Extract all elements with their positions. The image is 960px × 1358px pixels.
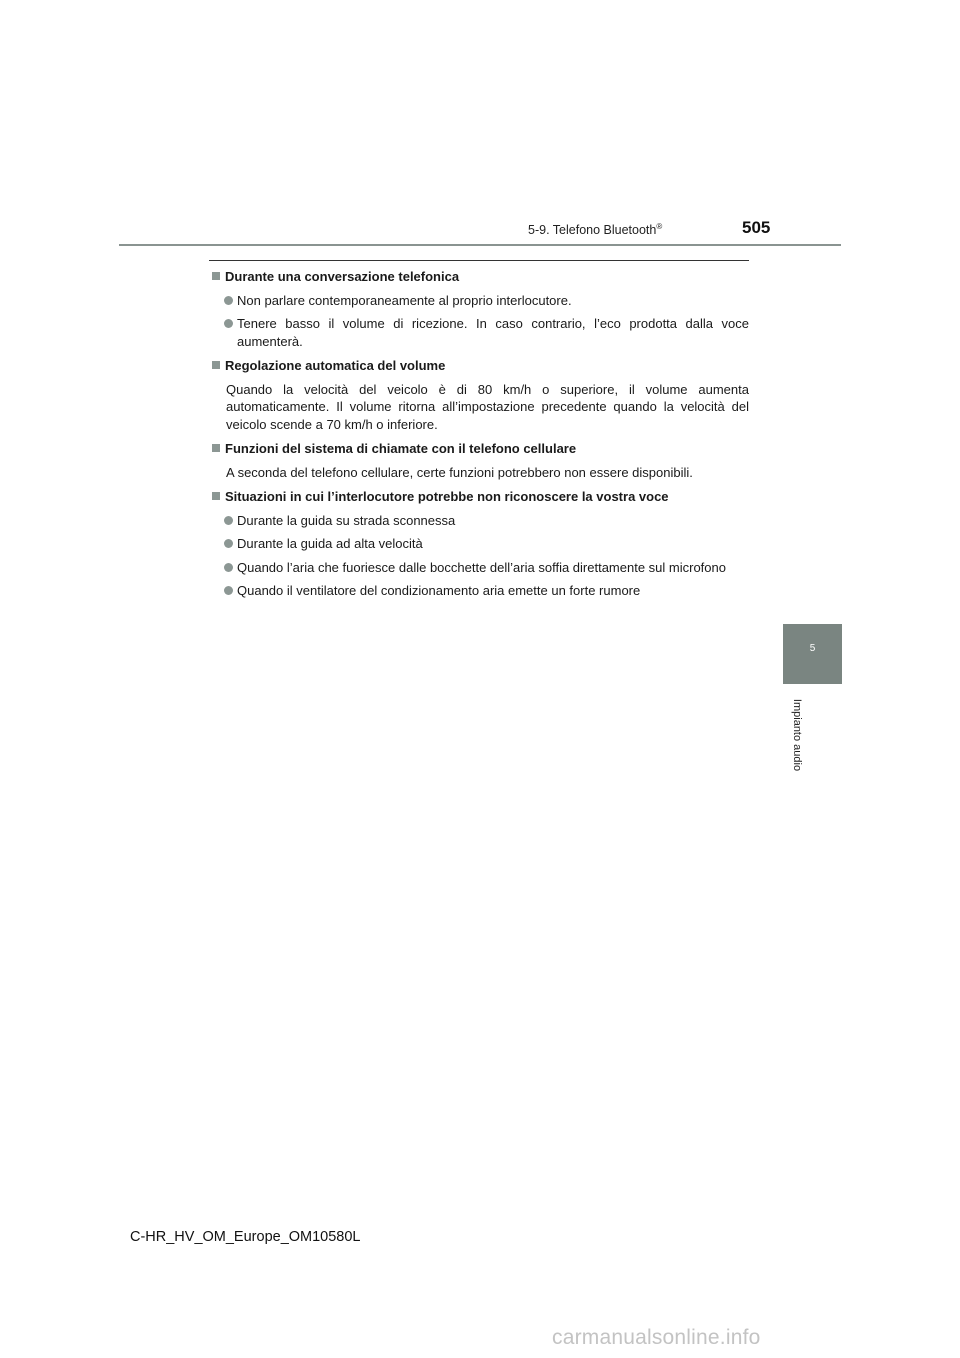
heading-text: Durante una conversazione telefonica — [225, 269, 460, 284]
square-bullet-icon — [212, 492, 220, 500]
list-item — [212, 582, 749, 600]
circle-bullet-icon — [224, 319, 233, 328]
list-item — [212, 559, 749, 577]
page-number: 505 — [742, 218, 771, 237]
section-heading — [212, 268, 749, 286]
chapter-title: Impianto audio — [791, 698, 803, 772]
heading-text: Regolazione automatica del volume — [225, 358, 446, 373]
list-item-text: Non parlare contemporaneamente al proprio interlocutore. — [237, 292, 572, 308]
list-item — [212, 512, 749, 530]
list-item — [212, 315, 749, 350]
chapter-tab — [783, 624, 842, 684]
chapter-number: 5 — [809, 643, 816, 654]
paragraph: Quando la velocità del veicolo è di 80 km/h o superiore, il volume aumenta automaticamente. Il volume ritorna all’impostazione precedente quando la velocità del veicolo scende a 70 km/h o inferiore. — [226, 381, 749, 432]
paragraph: A seconda del telefono cellulare, certe funzioni potrebbero non essere disponibili. — [226, 464, 693, 480]
list-item-text: Quando l’aria che fuoriesce dalle bocchette dell’aria soffia direttamente sul microfono — [237, 559, 726, 575]
circle-bullet-icon — [224, 539, 233, 548]
square-bullet-icon — [212, 361, 220, 369]
circle-bullet-icon — [224, 296, 233, 305]
square-bullet-icon — [212, 272, 220, 280]
heading-text: Situazioni in cui l’interlocutore potrebbe non riconoscere la vostra voce — [225, 489, 669, 504]
section-title — [528, 222, 662, 237]
list-item-text: Durante la guida su strada sconnessa — [237, 512, 456, 528]
header-divider — [119, 244, 841, 246]
page-content — [212, 268, 749, 600]
list-item-text: Durante la guida ad alta velocità — [237, 536, 423, 551]
content-divider — [209, 260, 749, 261]
square-bullet-icon — [212, 444, 220, 452]
circle-bullet-icon — [224, 586, 233, 595]
list-item-text: Quando il ventilatore del condizionamento aria emette un forte rumore — [237, 583, 641, 598]
watermark: carmanualsonline.info — [552, 1326, 761, 1349]
manual-code: C-HR_HV_OM_Europe_OM10580L — [130, 1229, 361, 1245]
circle-bullet-icon — [224, 563, 233, 572]
list-item — [212, 535, 749, 553]
heading-text: Funzioni del sistema di chiamate con il telefono cellulare — [225, 441, 577, 456]
list-item — [212, 292, 749, 310]
section-heading — [212, 488, 749, 506]
section-heading — [212, 357, 749, 375]
section-title-text: 5-9. Telefono Bluetooth — [528, 223, 657, 237]
section-heading — [212, 440, 749, 458]
circle-bullet-icon — [224, 516, 233, 525]
list-item-text: Tenere basso il volume di ricezione. In caso contrario, l’eco prodotta dalla voce aumenterà. — [237, 316, 749, 349]
registered-mark: ® — [656, 222, 663, 231]
